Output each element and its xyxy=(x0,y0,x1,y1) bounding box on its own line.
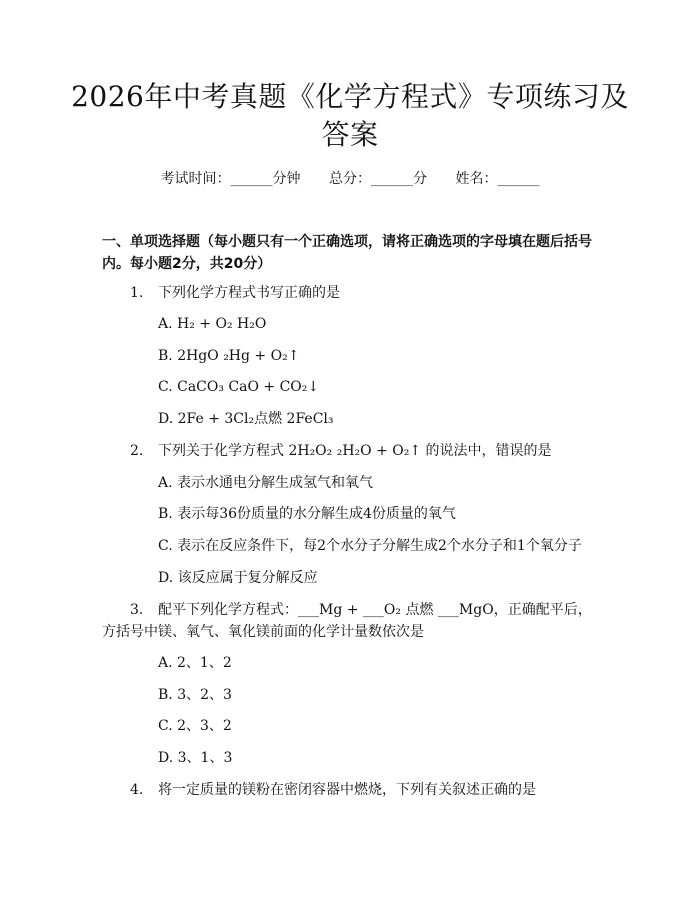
exam-time: 考试时间：______分钟 xyxy=(160,171,301,187)
section-heading: 一、单项选择题（每小题只有一个正确选项，请将正确选项的字母填在题后括号内。每小题2分，共20分） xyxy=(102,234,592,272)
exam-info xyxy=(0,168,700,188)
option-1c: C. CaCO₃ CaO + CO₂↓ xyxy=(158,379,320,395)
option-1d: D. 2Fe + 3Cl₂点燃 2FeCl₃ xyxy=(158,411,334,427)
option-1b: B. 2HgO ₂Hg + O₂↑ xyxy=(158,348,300,364)
question-number: 2. xyxy=(130,443,144,459)
question-number: 4. xyxy=(130,782,144,798)
question-text: 配平下列化学方程式：___Mg + ___O₂ 点燃 ___MgO，正确配平后，方括号中镁、氧气、氧化镁前面的化学计量数依次是 xyxy=(102,602,592,640)
question-number: 1. xyxy=(130,285,144,301)
option-1a: A. H₂ + O₂ H₂O xyxy=(158,316,267,332)
question-text: 将一定质量的镁粉在密闭容器中燃烧，下列有关叙述正确的是 xyxy=(158,782,536,798)
question-text: 下列关于化学方程式 2H₂O₂ ₂H₂O + O₂↑ 的说法中，错误的是 xyxy=(158,443,552,459)
option-3b: B. 3、2、3 xyxy=(158,687,232,703)
option-3d: D. 3、1、3 xyxy=(158,750,233,766)
option-2c: C. 表示在反应条件下，每2个水分子分解生成2个水分子和1个氧分子 xyxy=(158,538,582,554)
option-2d: D. 该反应属于复分解反应 xyxy=(158,570,318,586)
question-text: 下列化学方程式书写正确的是 xyxy=(158,285,340,301)
question-4 xyxy=(130,780,536,800)
question-number: 3. xyxy=(130,602,144,618)
exam-name: 姓名：______ xyxy=(455,171,540,187)
option-2a: A. 表示水通电分解生成氢气和氧气 xyxy=(158,475,374,491)
option-3a: A. 2、1、2 xyxy=(158,655,232,671)
question-1 xyxy=(130,283,340,303)
question-2 xyxy=(130,441,552,461)
question-3 xyxy=(102,599,602,643)
document-title: 2026年中考真题《化学方程式》专项练习及答案 xyxy=(71,80,629,151)
option-3c: C. 2、3、2 xyxy=(158,718,232,734)
exam-score: 总分：______分 xyxy=(329,171,427,187)
option-2b: B. 表示每36份质量的水分解生成4份质量的氧气 xyxy=(158,506,456,522)
